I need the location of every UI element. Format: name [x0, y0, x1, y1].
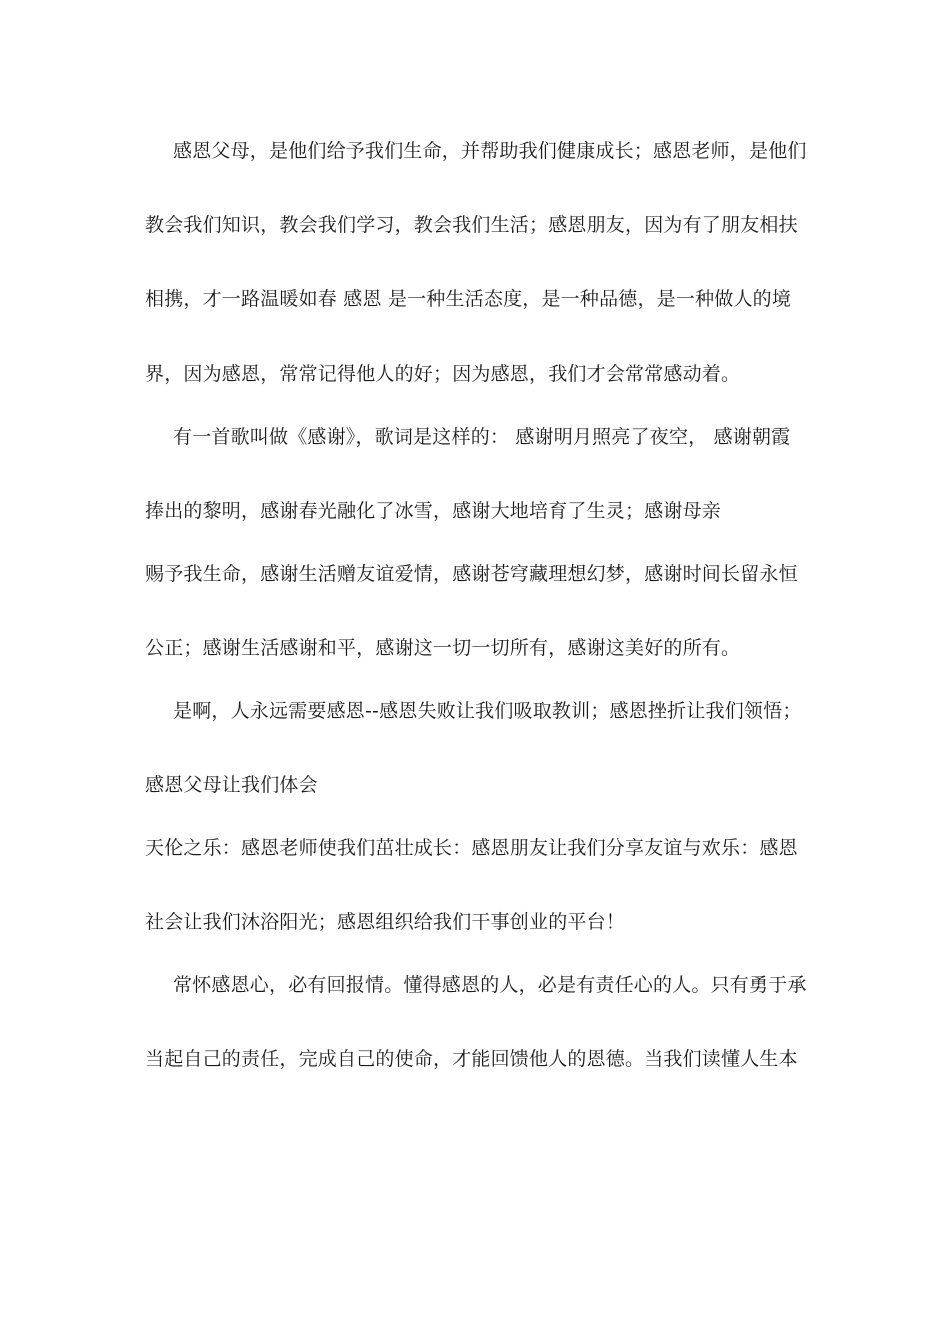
text-line: 常怀感恩心，必有回报情。懂得感恩的人，必是有责任心的人。只有勇于承 — [173, 974, 807, 996]
text-line: 相携，才一路温暖如春 感恩 是一种生活态度，是一种品德，是一种做人的境 — [145, 288, 792, 310]
text-line: 感恩父母让我们体会 — [145, 774, 318, 796]
text-line: 有一首歌叫做《感谢》，歌词是这样的： 感谢明月照亮了夜空， 感谢朝霞 — [173, 426, 791, 448]
text-line: 当起自己的责任，完成自己的使命，才能回馈他人的恩德。当我们读懂人生本 — [145, 1048, 798, 1070]
text-line: 社会让我们沐浴阳光；感恩组织给我们干事创业的平台！ — [145, 911, 626, 933]
text-line: 天伦之乐：感恩老师使我们茁壮成长：感恩朋友让我们分享友谊与欢乐：感恩 — [145, 837, 798, 859]
text-line: 教会我们知识，教会我们学习，教会我们生活；感恩朋友，因为有了朋友相扶 — [145, 214, 798, 236]
text-line: 感恩父母，是他们给予我们生命，并帮助我们健康成长；感恩老师，是他们 — [173, 140, 807, 162]
text-line: 界，因为感恩，常常记得他人的好；因为感恩，我们才会常常感动着。 — [145, 363, 741, 385]
text-line: 赐予我生命，感谢生活赠友谊爱情，感谢苍穹藏理想幻梦，感谢时间长留永恒 — [145, 563, 798, 585]
text-line: 公正；感谢生活感谢和平，感谢这一切一切所有，感谢这美好的所有。 — [145, 637, 741, 659]
text-line: 是啊，人永远需要感恩--感恩失败让我们吸取教训；感恩挫折让我们领悟； — [173, 700, 802, 722]
text-line: 捧出的黎明，感谢春光融化了冰雪，感谢大地培育了生灵；感谢母亲 — [145, 500, 722, 522]
